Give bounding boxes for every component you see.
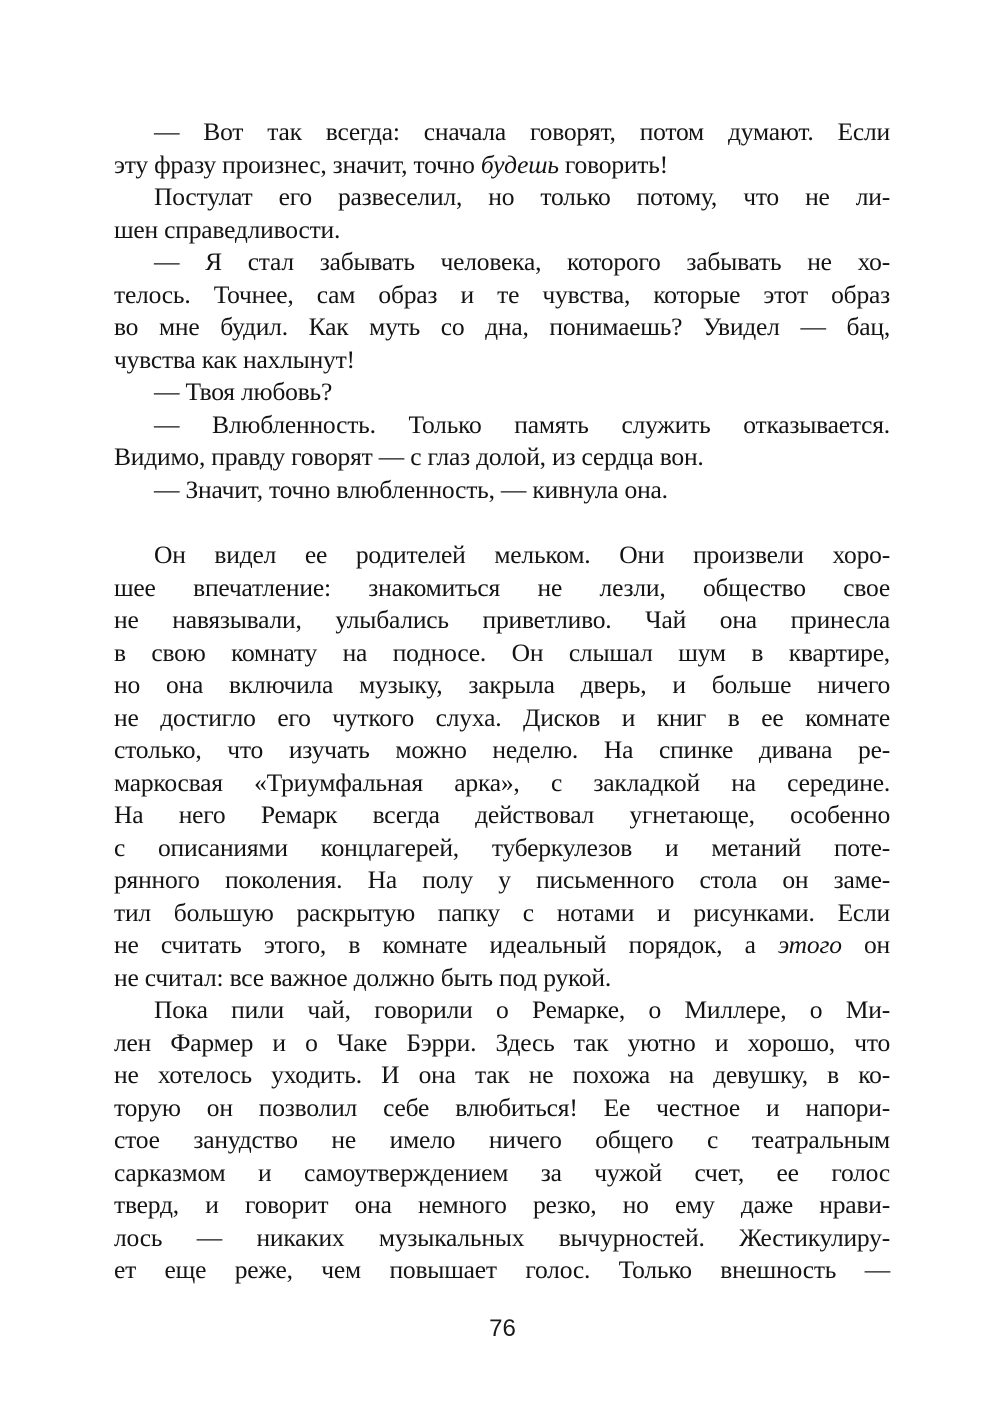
text-line: не считать этого, в комнате идеальный порядок, а этого он [114, 930, 890, 959]
paragraph [114, 246, 890, 376]
text-line: — Значит, точно влюбленность, — кивнула она. [154, 474, 668, 504]
text-line: не хотелось уходить. И она так не похожа на девушку, в ко- [114, 1060, 890, 1089]
text-line: рянного поколения. На полу у письменного стола он заме- [114, 865, 890, 894]
text-line: не навязывали, улыбались приветливо. Чай она принесла [114, 605, 890, 634]
text-line: — Влюбленность. Только память служить отказывается. [154, 409, 890, 439]
text-line: не достигло его чуткого слуха. Дисков и книг в ее комнате [114, 702, 890, 732]
text-line: Видимо, правду говорят — с глаз долой, из сердца вон. [114, 442, 704, 471]
text-line: тверд, и говорит она немного резко, но ему даже нрави- [114, 1190, 890, 1219]
text-line: стое занудство не имело ничего общего с театральным [114, 1125, 890, 1154]
text-line: с описаниями концлагерей, туберкулезов и метаний поте- [114, 832, 890, 862]
page-number: 76 [489, 1315, 516, 1342]
paragraph [114, 994, 890, 1287]
text-line: в свою комнату на подносе. Он слышал шум в квартире, [114, 637, 890, 667]
text-line: торую он позволил себе влюбиться! Ее честное и напори- [114, 1092, 890, 1122]
text-line: ет еще реже, чем повышает голос. Только внешность — [114, 1255, 890, 1284]
text-line: телось. Точнее, сам образ и те чувства, которые этот образ [114, 279, 890, 309]
paragraph [114, 539, 890, 994]
text-line: но она включила музыку, закрыла дверь, и больше ничего [114, 670, 890, 699]
text-line: во мне будил. Как муть со дна, понимаешь? Увидел — бац, [114, 312, 890, 341]
paragraph [114, 409, 890, 474]
text-line: — Вот так всегда: сначала говорят, потом думают. Если [154, 117, 890, 146]
text-line: лось — никаких музыкальных вычурностей. Жестикулиру- [114, 1222, 890, 1252]
text-line: Он видел ее родителей мельком. Они произвели хоро- [154, 540, 890, 569]
text-line: лен Фармер и о Чаке Бэрри. Здесь так уютно и хорошо, что [114, 1027, 890, 1057]
text-line: сарказмом и самоутверждением за чужой счет, ее голос [114, 1157, 890, 1187]
text-line: Постулат его развеселил, но только потому, что не ли- [154, 182, 890, 211]
text-line: На него Ремарк всегда действовал угнетающе, особенно [114, 800, 890, 829]
text-block [114, 116, 890, 1287]
text-line: Пока пили чай, говорили о Ремарке, о Миллере, о Ми- [154, 995, 890, 1024]
text-line: столько, что изучать можно неделю. На спинке дивана ре- [114, 735, 890, 764]
text-line: не считал: все важное должно быть под рукой. [114, 962, 612, 992]
paragraph [114, 181, 890, 246]
text-line: шен справедливости. [114, 214, 341, 244]
text-line: — Я стал забывать человека, которого забывать не хо- [154, 247, 890, 276]
paragraph [114, 116, 890, 181]
text-line: эту фразу произнес, значит, точно будешь говорить! [114, 149, 668, 179]
text-line: чувства как нахлынут! [114, 344, 355, 374]
text-line: маркосвая «Триумфальная арка», с закладкой на середине. [114, 767, 890, 797]
paragraph [114, 376, 890, 409]
text-line: — Твоя любовь? [154, 377, 333, 406]
text-line: тил большую раскрытую папку с нотами и рисунками. Если [114, 897, 890, 927]
paragraph [114, 474, 890, 507]
text-line: шее впечатление: знакомиться не лезли, общество свое [114, 572, 890, 602]
